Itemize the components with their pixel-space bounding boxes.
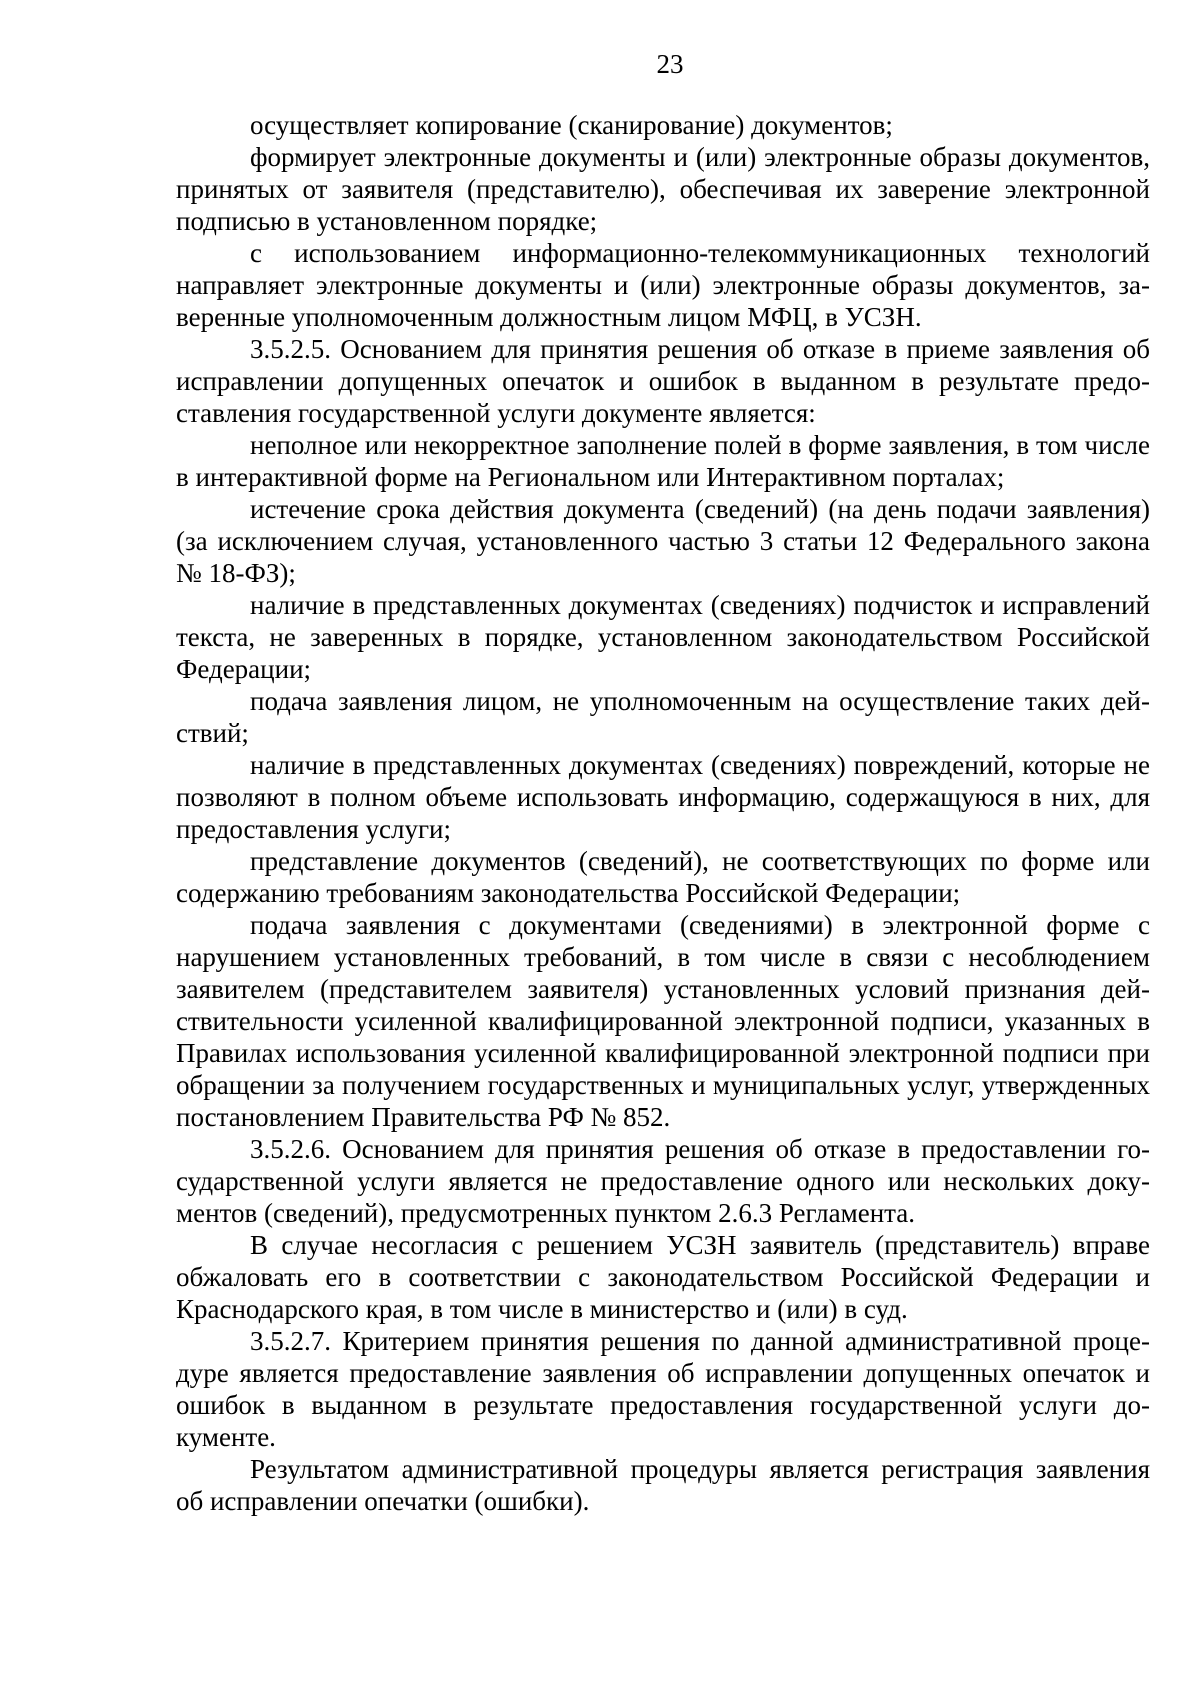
paragraph: неполное или некорректное заполнение полей в форме заявления, в том числе в интерактивной форме на Региональном или Интерактивном порталах;	[176, 430, 1150, 492]
paragraph: наличие в представленных документах (сведениях) подчисток и исправлений текста, не заверенных в порядке, установленном законодательством Российской Федерации;	[176, 590, 1150, 684]
paragraph: В случае несогласия с решением УСЗН заявитель (представитель) вправе обжаловать его в соответствии с законодательством Российской Федерации и Краснодарского края, в том числе в министерство и (или) в суд.	[176, 1230, 1150, 1324]
paragraph: наличие в представленных документах (сведениях) повреждений, которые не позволяют в полном объеме использовать информацию, содержащуюся в них, для предоставления услуги;	[176, 750, 1150, 844]
paragraph: с использованием информационно-телекоммуникационных технологий направляет электронные документы и (или) электронные образы документов, заверенные уполномоченным должностным лицом МФЦ, в УСЗН.	[176, 238, 1150, 332]
paragraph: 3.5.2.6. Основанием для принятия решения об отказе в предоставлении государственной услуги является не предоставление одного или нескольких документов (сведений), предусмотренных пунктом 2.6.3 Регламента.	[176, 1134, 1150, 1228]
paragraph: Результатом административной процедуры является регистрация заявления об исправлении опечатки (ошибки).	[176, 1454, 1150, 1516]
paragraph: представление документов (сведений), не соответствующих по форме или содержанию требованиям законодательства Российской Федерации;	[176, 846, 1150, 908]
paragraph: 3.5.2.5. Основанием для принятия решения об отказе в приеме заявления об исправлении допущенных опечаток и ошибок в выданном в результате предоставления государственной услуги документе является:	[176, 334, 1150, 428]
document-body	[176, 109, 1150, 1517]
paragraph: 3.5.2.7. Критерием принятия решения по данной административной процедуре является предоставление заявления об исправлении допущенных опечаток и ошибок в выданном в результате предоставления государственной услуги документе.	[176, 1326, 1150, 1452]
paragraph: истечение срока действия документа (сведений) (на день подачи заявления) (за исключением случая, установленного частью 3 статьи 12 Федерального закона № 18-ФЗ);	[176, 494, 1150, 588]
paragraph: формирует электронные документы и (или) электронные образы документов, принятых от заявителя (представителю), обеспечивая их заверение электронной подписью в установленном порядке;	[176, 142, 1150, 236]
paragraph: подача заявления лицом, не уполномоченным на осуществление таких действий;	[176, 686, 1150, 748]
paragraph: осуществляет копирование (сканирование) документов;	[250, 110, 893, 140]
paragraph: подача заявления с документами (сведениями) в электронной форме с нарушением установленных требований, в том числе в связи с несоблюдением заявителем (представителем заявителя) установленных условий признания действительности усиленной квалифицированной электронной подписи, указанных в Правилах использования усиленной квалифицированной электронной подписи при обращении за получением государственных и муниципальных услуг, утвержденных постановлением Правительства РФ № 852.	[176, 910, 1150, 1132]
page-number: 23	[656, 49, 684, 79]
